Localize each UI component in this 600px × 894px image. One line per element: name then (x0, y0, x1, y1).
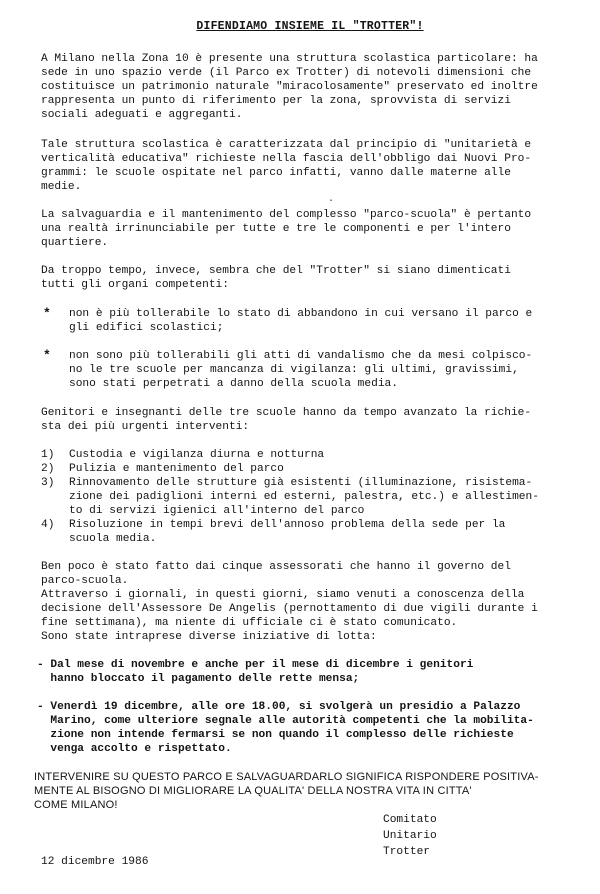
bullet-item: non è più tollerabile lo stato di abbandono in cui versano il parco e gli edifici scolastici; (69, 308, 533, 334)
signature-block: Comitato Unitario Trotter (383, 814, 437, 858)
closing-statement: INTERVENIRE SU QUESTO PARCO E SALVAGUARDARLO SIGNIFICA RISPONDERE POSITIVA- MENTE AL BISOGNO DI MIGLIORARE LA QUALITA' DELLA NOSTRA VITA IN CITTA' COME MILANO! (34, 771, 539, 811)
paragraph-structure: Tale struttura scolastica è caratterizzata dal principio di "unitarietà e verticalità educativa" richieste nella fascia dell'obbligo dai Nuovi Pro- grammi: le scuole ospitate nel parco infatti, vanno dalle materne alle medie. (41, 139, 532, 193)
action-item: - Venerdì 19 dicembre, alle ore 18.00, si svolgerà un presidio a Palazzo Marino, come ulteriore segnale alle autorità competenti che la mobilita- zione non intende fermarsi se non quando il complesso delle richieste venga accolto e rispettato. (37, 701, 534, 755)
paragraph-forgotten: Da troppo tempo, invece, sembra che del "Trotter" si siano dimenticati tutti gli organi competenti: (41, 265, 511, 291)
action-item: - Dal mese di novembre e anche per il mese di dicembre i genitori hanno bloccato il pagamento delle rette mensa; (37, 659, 474, 685)
bullet-mark: * (43, 306, 51, 321)
request-number: 4) (41, 519, 55, 531)
request-number: 3) (41, 477, 55, 489)
paragraph-after-requests: Ben poco è stato fatto dai cinque assessorati che hanno il governo del parco-scuola. Attraverso i giornali, in questi giorni, siamo venuti a conoscenza della decisione dell'Assessore De Angelis (pernottamento di due vigili durante i fine settimana), ma niente di ufficiale ci è stato comunicato. Sono state intraprese diverse iniziative di lotta: (41, 561, 538, 643)
document-title: DIFENDIAMO INSIEME IL "TROTTER"! (196, 20, 424, 33)
paragraph-requests-intro: Genitori e insegnanti delle tre scuole hanno da tempo avanzato la richie- sta dei più urgenti interventi: (41, 407, 532, 433)
request-text: Custodia e vigilanza diurna e notturna (69, 449, 325, 461)
request-number: 1) (41, 449, 55, 461)
speck-mark: . (328, 194, 335, 205)
request-text: Risoluzione in tempi brevi dell'annoso problema della sede per la scuola media. (69, 519, 506, 545)
document-date: 12 dicembre 1986 (41, 856, 149, 868)
bullet-mark: * (43, 348, 51, 363)
request-text: Pulizia e mantenimento del parco (69, 463, 284, 475)
paragraph-safeguard: La salvaguardia e il mantenimento del complesso "parco-scuola" è pertanto una realtà irrinunciabile per tutte e tre le componenti e per l'intero quartiere. (41, 209, 532, 249)
request-number: 2) (41, 463, 55, 475)
request-text: Rinnovamento delle strutture già esistenti (illuminazione, risistema- zione dei padiglioni interni ed esterni, palestra, etc.) e allestimen- to di servizi igienici all'interno del parco (69, 477, 539, 517)
paragraph-intro: A Milano nella Zona 10 è presente una struttura scolastica particolare: ha sede in uno spazio verde (il Parco ex Trotter) di notevoli dimensioni che costituisce un patrimonio naturale "miracolosamente" preservato ed inoltre rappresenta un punto di riferimento per la zona, sprovvista di servizi sociali adeguati e aggreganti. (41, 53, 538, 121)
bullet-item: non sono più tollerabili gli atti di vandalismo che da mesi colpisco- no le tre scuole per mancanza di vigilanza: gli ultimi, gravissimi, sono stati perpetrati a danno della scuola media. (69, 350, 533, 390)
